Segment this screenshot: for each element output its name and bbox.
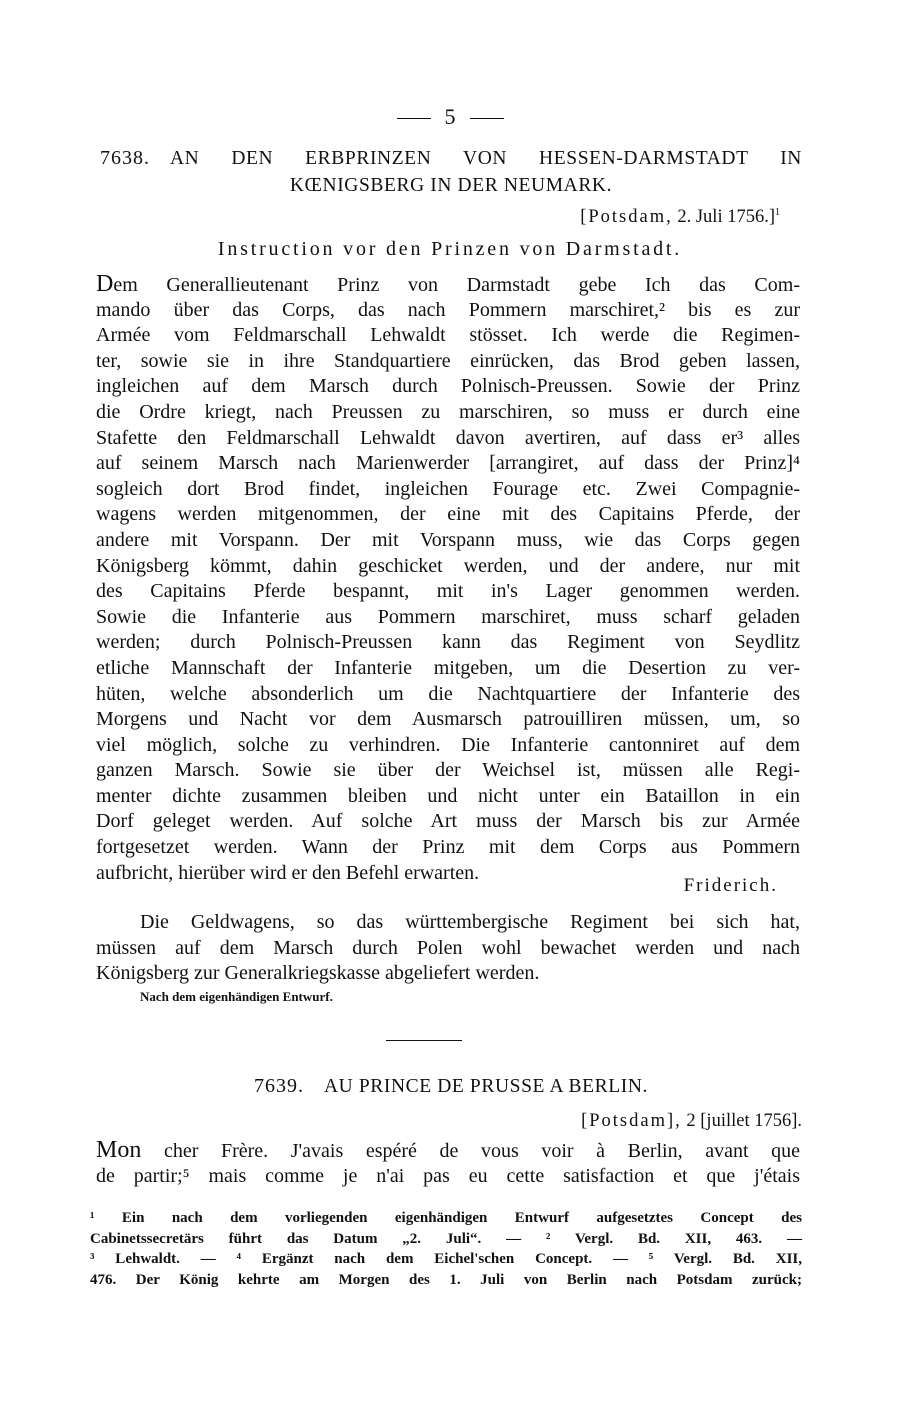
instruction-title: Instruction vor den Prinzen von Darmstadt. [217, 238, 683, 260]
footnote-line: ¹ Ein nach dem vorliegenden eigenhändigen Entwurf aufgesetztes Concept des [90, 1210, 802, 1226]
footnotes [90, 1208, 802, 1290]
text-line: Morgens und Nacht vor dem Ausmarsch patrouilliren müssen, um, so [96, 708, 800, 731]
postscript-line: Die Geldwagens, so das württembergische Regiment bei sich hat, [140, 911, 800, 933]
text-line: werden; durch Polnisch-Preussen kann das Regiment von Seydlitz [96, 631, 800, 654]
footnote-line: ³ Lehwaldt. — ⁴ Ergänzt nach dem Eichel'schen Concept. — ⁵ Vergl. Bd. XII, [90, 1251, 802, 1268]
page-number-dash-right [470, 118, 504, 119]
letter-7639-date-place: [Potsdam], [581, 1111, 682, 1131]
text-line: des Capitains Pferde bespannt, mit in's Lager genommen werden. [96, 580, 800, 603]
text-line: viel möglich, solche zu verhindren. Die Infanterie cantonniret auf dem [96, 733, 800, 756]
initial-letter: D [96, 271, 114, 297]
letter-7638-body [96, 272, 800, 886]
text-line: Sowie die Infanterie aus Pommern marschiret, muss scharf geladen [96, 605, 800, 628]
section-divider [386, 1040, 462, 1041]
letter-7639-dateline [581, 1111, 802, 1132]
text-line: Armée vom Feldmarschall Lehwaldt stösset. Ich werde die Regimen- [96, 324, 800, 347]
letter-7638-heading-text1: AN DEN ERBPRINZEN VON HESSEN-DARMSTADT IN [170, 148, 802, 169]
text-line: wagens werden mitgenommen, der eine mit des Capitains Pferde, der [96, 503, 800, 526]
letter-7638-date-place: [Potsdam, [580, 207, 673, 227]
letter-7638-heading-line2: KŒNIGSBERG IN DER NEUMARK. [289, 175, 613, 196]
page-number [0, 104, 900, 130]
text-line: mando über das Corps, das nach Pommern marschiret,² bis es zur [96, 298, 800, 321]
text-line: die Ordre kriegt, nach Preussen zu marschiren, so muss er durch eine [96, 400, 800, 423]
text-line: ganzen Marsch. Sowie sie über der Weichsel ist, müssen alle Regi- [96, 759, 800, 782]
letter-7638-date-text: 2. Juli 1756.] [677, 207, 775, 227]
text-line: auf seinem Marsch nach Marienwerder [arrangiret, auf dass der Prinz]⁴ [96, 452, 800, 475]
page-number-dash-left [397, 118, 431, 119]
text-line: hüten, welche absonderlich um die Nachtquartiere der Infanterie des [96, 682, 800, 705]
text-line: Dorf geleget werden. Auf solche Art muss der Marsch bis zur Armée [96, 810, 800, 833]
initial-letter: Mon [96, 1137, 142, 1163]
text-line: sogleich dort Brod findet, ingleichen Fourage etc. Zwei Compagnie- [96, 477, 800, 500]
text-line: ter, sowie sie in ihre Standquartiere einrücken, das Brod geben lassen, [96, 349, 800, 372]
letter-7638-number: 7638. [100, 147, 150, 169]
postscript-line: Königsberg zur Generalkriegskasse abgeliefert werden. [96, 962, 540, 985]
source-note: Nach dem eigenhändigen Entwurf. [140, 989, 333, 1004]
signature: Friderich. [683, 875, 778, 896]
footnote-line: 476. Der König kehrte am Morgen des 1. Juli von Berlin nach Potsdam zurück; [90, 1271, 802, 1288]
letter-7638-postscript [96, 910, 800, 987]
page-number-value: 5 [444, 104, 456, 129]
text-line: menter dichte zusammen bleiben und nicht unter ein Bataillon in ein [96, 784, 800, 807]
letter-7639-heading-text: AU PRINCE DE PRUSSE A BERLIN. [323, 1076, 649, 1097]
text-line: Stafette den Feldmarschall Lehwaldt davon avertiren, auf dass er³ alles [96, 426, 800, 449]
postscript-line: müssen auf dem Marsch durch Polen wohl bewachet werden und nach [96, 936, 800, 959]
letter-7638-heading-line1 [100, 145, 802, 172]
letter-7639-body [96, 1138, 800, 1189]
letter-7638-date-note: 1 [775, 206, 780, 218]
text-line: Dem Generallieutenant Prinz von Darmstadt gebe Ich das Com- [96, 271, 800, 297]
text-line: andere mit Vorspann. Der mit Vorspann muss, wie das Corps gegen [96, 528, 800, 551]
footnote-line: Cabinetssecretärs führt das Datum „2. Juli“. — ² Vergl. Bd. XII, 463. — [90, 1230, 802, 1247]
text-line: aufbricht, hierüber wird er den Befehl erwarten. [96, 861, 480, 884]
letter-7639-number: 7639. [253, 1075, 304, 1097]
letter-7638-dateline [580, 207, 780, 228]
text-line: de partir;⁵ mais comme je n'ai pas eu cette satisfaction et que j'étais [96, 1164, 800, 1187]
text-line: Mon cher Frère. J'avais espéré de vous voir à Berlin, avant que [96, 1137, 800, 1163]
text-line: ingleichen auf dem Marsch durch Polnisch-Preussen. Sowie der Prinz [96, 375, 800, 398]
letter-7639-date-text: 2 [juillet 1756]. [686, 1111, 802, 1131]
text-line: fortgesetzet werden. Wann der Prinz mit dem Corps aus Pommern [96, 836, 800, 859]
letter-7639-heading [100, 1073, 802, 1100]
text-line: Königsberg kömmt, dahin geschicket werden, und der andere, nur mit [96, 554, 800, 577]
text-line: etliche Mannschaft der Infanterie mitgeben, um die Desertion zu ver- [96, 656, 800, 679]
letter-7638-heading [100, 145, 802, 199]
